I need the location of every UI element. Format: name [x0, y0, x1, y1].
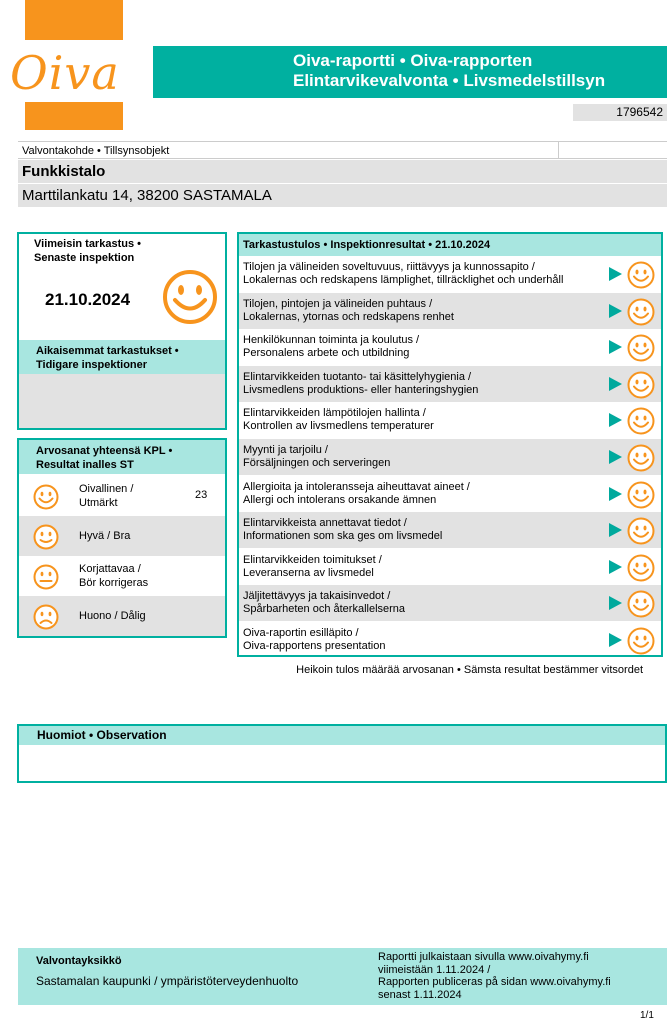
page-number: 1/1: [640, 1010, 654, 1021]
result-label-fi: Elintarvikkeiden toimitukset /: [243, 553, 382, 566]
grade-label: Huono / Dålig: [79, 610, 146, 622]
result-row: [239, 512, 661, 548]
result-row: [239, 329, 661, 365]
result-row: [239, 402, 661, 438]
publication-line: Raportti julkaistaan sivulla www.oivahymy.fi: [378, 951, 589, 963]
latest-title-line1: Viimeisin tarkastus •: [34, 238, 141, 250]
result-label-sv: Allergi och intolerans orsakande ämnen: [243, 493, 437, 506]
target-name-spacer: [558, 160, 667, 183]
smiley-excellent-icon: [33, 484, 59, 515]
earlier-inspections-header: [19, 340, 225, 374]
smiley-excellent-icon: [627, 334, 655, 367]
header-title-line2: Elintarvikevalvonta • Livsmedelstillsyn: [293, 71, 606, 90]
smiley-excellent-icon: [627, 371, 655, 404]
earlier-title-line2: Tidigare inspektioner: [36, 359, 148, 371]
target-address: Marttilankatu 14, 38200 SASTAMALA: [18, 184, 667, 207]
latest-inspection-date: 21.10.2024: [45, 290, 131, 309]
play-arrow-icon[interactable]: [609, 267, 622, 281]
play-arrow-icon[interactable]: [609, 633, 622, 647]
smiley-excellent-icon: [627, 407, 655, 440]
result-row: [239, 366, 661, 402]
publication-info: [378, 951, 611, 1001]
result-label-fi: Henkilökunnan toiminta ja koulutus /: [243, 334, 420, 347]
smiley-excellent-icon: [627, 261, 655, 294]
grade-label-line2: Utmärkt: [79, 497, 118, 509]
target-label-spacer: [558, 141, 667, 159]
smiley-excellent-icon: [627, 481, 655, 514]
grade-row-good: [19, 516, 225, 556]
result-row: [239, 549, 661, 585]
result-label-sv: Försäljningen och serveringen: [243, 457, 391, 469]
result-row: [239, 585, 661, 621]
result-label-sv: Kontrollen av livsmedlens temperaturer: [243, 420, 434, 433]
grade-label: Hyvä / Bra: [79, 530, 131, 542]
result-label-sv: Oiva-rapportens presentation: [243, 640, 386, 652]
result-label: [243, 590, 593, 616]
publication-line: Rapporten publiceras på sidan www.oivahymy.fi: [378, 976, 611, 988]
result-row: [239, 439, 661, 475]
smiley-excellent-icon: [627, 554, 655, 587]
smiley-excellent-icon: [627, 517, 655, 550]
smiley-excellent-icon: [162, 269, 218, 330]
result-label: [243, 517, 593, 543]
grade-row-needs-correction: [19, 556, 225, 596]
earlier-inspections-list: [19, 374, 225, 428]
results-note: Heikoin tulos määrää arvosanan • Sämsta resultat bestämmer vitsordet: [296, 664, 643, 676]
grade-label-line1: Korjattavaa /: [79, 563, 141, 575]
latest-inspection-title: [34, 237, 141, 265]
play-arrow-icon[interactable]: [609, 377, 622, 391]
play-arrow-icon[interactable]: [609, 304, 622, 318]
result-label-sv: Lokalernas, ytornas och redskapens renhet: [243, 310, 454, 323]
report-header: [153, 46, 667, 98]
header-title-line1: Oiva-raportti • Oiva-rapporten: [293, 51, 533, 70]
play-arrow-icon[interactable]: [609, 487, 622, 501]
play-arrow-icon[interactable]: [609, 560, 622, 574]
grades-header: [19, 440, 225, 474]
play-arrow-icon[interactable]: [609, 596, 622, 610]
target-name: Funkkistalo: [18, 160, 558, 183]
smiley-neutral-icon: [33, 564, 59, 595]
grade-label: [79, 562, 148, 590]
smiley-excellent-icon: [627, 444, 655, 477]
result-label-fi: Tilojen, pintojen ja välineiden puhtaus /: [243, 297, 433, 310]
result-label-fi: Elintarvikkeista annettavat tiedot /: [243, 517, 407, 530]
grade-row-excellent: [19, 476, 225, 516]
result-label-sv: Lokalernas och redskapens lämplighet, tillräcklighet och underhåll: [243, 274, 564, 286]
control-unit-name: Sastamalan kaupunki / ympäristöterveydenhuolto: [36, 974, 299, 988]
observations-header: Huomiot • Observation: [19, 726, 665, 745]
publication-line: senast 1.11.2024: [378, 988, 462, 1001]
result-label-fi: Myynti ja tarjoilu /: [243, 444, 328, 456]
play-arrow-icon[interactable]: [609, 450, 622, 464]
result-label-sv: Leveranserna av livsmedel: [243, 566, 374, 579]
result-label-fi: Tilojen ja välineiden soveltuvuus, riittävyys ja kunnossapito /: [243, 261, 535, 273]
result-label: [243, 298, 593, 324]
grade-row-poor: [19, 596, 225, 636]
control-unit-title: Valvontayksikkö: [36, 955, 122, 967]
smiley-excellent-icon: [627, 590, 655, 623]
smiley-excellent-icon: [627, 627, 655, 660]
play-arrow-icon[interactable]: [609, 413, 622, 427]
smiley-poor-icon: [33, 604, 59, 635]
grades-title-line2: Resultat inalles ST: [36, 459, 134, 471]
result-label: [243, 554, 593, 580]
result-label: [243, 407, 593, 433]
result-label-fi: Jäljitettävyys ja takaisinvedot /: [243, 590, 391, 603]
result-label: [243, 444, 593, 470]
result-row: [239, 293, 661, 329]
smiley-good-icon: [33, 524, 59, 555]
earlier-title-line1: Aikaisemmat tarkastukset •: [36, 345, 179, 357]
result-label: [243, 261, 593, 287]
play-arrow-icon[interactable]: [609, 523, 622, 537]
result-row: [239, 622, 661, 658]
result-label-sv: Informationen som ska ges om livsmedel: [243, 530, 443, 543]
result-label-fi: Oiva-raportin esilläpito /: [243, 627, 359, 639]
result-label-fi: Elintarvikkeiden tuotanto- tai käsittelyhygienia /: [243, 370, 472, 383]
report-id: 1796542: [573, 104, 667, 121]
result-label-sv: Livsmedlens produktions- eller hanteringshygien: [243, 383, 479, 396]
result-label-sv: Personalens arbete och utbildning: [243, 347, 410, 360]
grade-label-line1: Oivallinen /: [79, 483, 134, 495]
result-label-fi: Elintarvikkeiden lämpötilojen hallinta /: [243, 407, 426, 420]
oiva-logo: Oiva: [10, 46, 120, 100]
result-label: [243, 371, 593, 397]
grade-label: [79, 482, 133, 510]
latest-title-line2: Senaste inspektion: [34, 252, 135, 264]
result-label-sv: Spårbarheten och återkallelserna: [243, 603, 406, 616]
result-row: [239, 256, 661, 292]
play-arrow-icon[interactable]: [609, 340, 622, 354]
grade-count: 23: [195, 489, 208, 501]
grade-label-line2: Bör korrigeras: [79, 577, 149, 589]
target-label: Valvontakohde • Tillsynsobjekt: [18, 141, 558, 159]
result-label: [243, 334, 593, 360]
smiley-excellent-icon: [627, 298, 655, 331]
result-label-fi: Allergioita ja intoleransseja aiheuttavat aineet /: [243, 480, 470, 493]
result-row: [239, 476, 661, 512]
grades-title-line1: Arvosanat yhteensä KPL •: [36, 445, 173, 457]
result-label: [243, 627, 593, 653]
publication-line: viimeistään 1.11.2024 /: [378, 963, 491, 976]
result-label: [243, 481, 593, 507]
inspection-results-header: Tarkastustulos • Inspektionresultat • 21.10.2024: [239, 234, 661, 256]
